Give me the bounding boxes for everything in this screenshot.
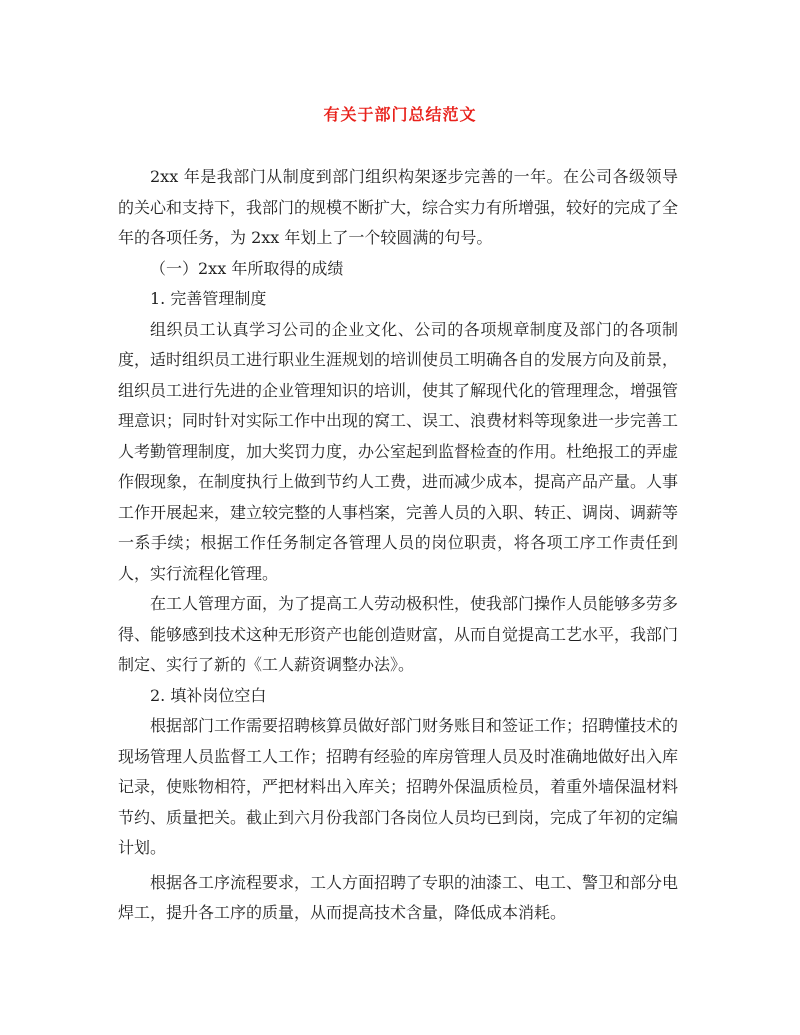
paragraph-process-hiring: 根据各工序流程要求，工人方面招聘了专职的油漆工、电工、警卫和部分电焊工，提升各工序的质量，从而提高技术含量，降低成本消耗。 xyxy=(118,872,679,922)
paragraph-worker-management: 在工人管理方面，为了提高工人劳动极积性，使我部门操作人员能够多劳多得、能够感到技术这种无形资产也能创造财富，从而自觉提高工艺水平，我部门制定、实行了新的《工人薪资调整办法》。 xyxy=(118,594,679,674)
subheading-management-system: 1. 完善管理制度 xyxy=(150,289,267,308)
paragraph-intro: 2xx 年是我部门从制度到部门组织构架逐步完善的一年。在公司各级领导的关心和支持下，我部门的规模不断扩大，综合实力有所增强，较好的完成了全年的各项任务，为 2xx 年划上了一个较圆满的句号。 xyxy=(118,167,679,247)
paragraph-management-system: 组织员工认真学习公司的企业文化、公司的各项规章制度及部门的各项制度，适时组织员工进行职业生涯规划的培训使员工明确各自的发展方向及前景，组织员工进行先进的企业管理知识的培训，使其了解现代化的管理理念，增强管理意识；同时针对实际工作中出现的窝工、误工、浪费材料等现象进一步完善工人考勤管理制度，加大奖罚力度，办公室起到监督检查的作用。杜绝报工的弄虚作假现象，在制度执行上做到节约人工费，进而减少成本，提高产品产量。人事工作开展起来，建立较完整的人事档案，完善人员的入职、转正、调岗、调薪等一系手续；根据工作任务制定各管理人员的岗位职责，将各项工序工作责任到人，实行流程化管理。 xyxy=(118,319,679,583)
document-body xyxy=(118,162,678,929)
document-title: 有关于部门总结范文 xyxy=(323,105,477,124)
paragraph-recruitment: 根据部门工作需要招聘核算员做好部门财务账目和签证工作；招聘懂技术的现场管理人员监督工人工作；招聘有经验的库房管理人员及时准确地做好出入库记录，使账物相符，严把材料出入库关；招聘外保温质检员，着重外墙保温材料节约、质量把关。截止到六月份我部门各岗位人员均已到岗，完成了年初的定编计划。 xyxy=(118,716,679,857)
subheading-fill-positions: 2. 填补岗位空白 xyxy=(150,685,267,705)
section-heading-achievements: （一）2xx 年所取得的成绩 xyxy=(150,258,344,278)
